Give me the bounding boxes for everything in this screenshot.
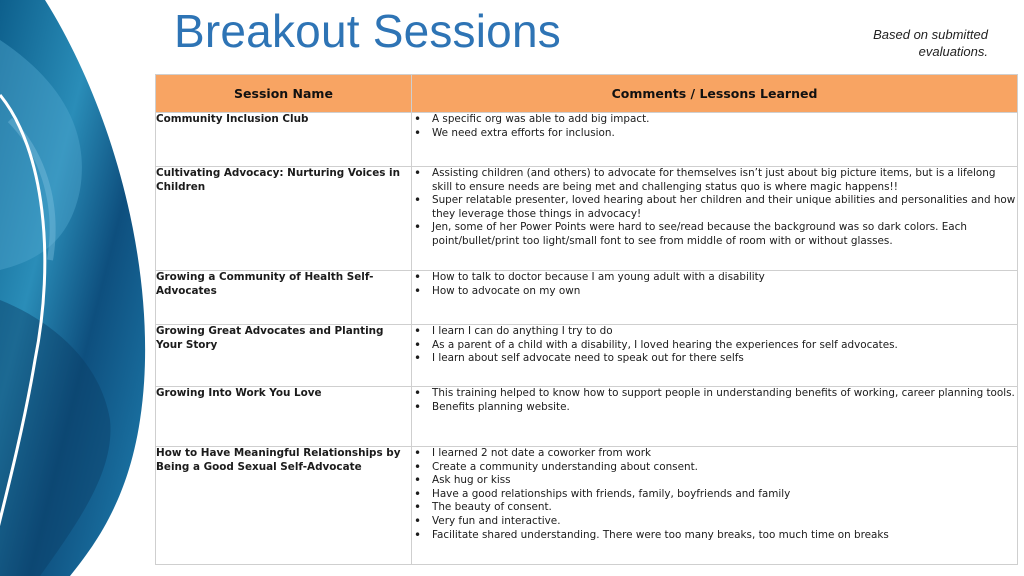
session-comments xyxy=(412,271,1018,325)
comment-item: • Assisting children (and others) to advocate for themselves isn’t just about big picture items, but is a lifelong skill to ensure needs are being met and challenging status quo is where magic happens!! xyxy=(412,167,1017,194)
comment-item: • Ask hug or kiss xyxy=(412,474,1017,488)
source-note xyxy=(788,26,988,60)
comment-item: • How to advocate on my own xyxy=(412,285,1017,299)
comment-item: • How to talk to doctor because I am young adult with a disability xyxy=(412,271,1017,285)
session-comments xyxy=(412,447,1018,565)
table-row xyxy=(156,271,1018,325)
comment-item: • Super relatable presenter, loved hearing about her children and their unique abilities and personalities and how they leverage those things in advocacy! xyxy=(412,194,1017,221)
page-title: Breakout Sessions xyxy=(174,5,561,57)
table-row xyxy=(156,447,1018,565)
session-comments xyxy=(412,387,1018,447)
session-name: Growing Great Advocates and Planting Your Story xyxy=(156,325,412,387)
column-header-comments: Comments / Lessons Learned xyxy=(412,75,1018,113)
comment-item: • Benefits planning website. xyxy=(412,401,1017,415)
comment-item: • I learned 2 not date a coworker from work xyxy=(412,447,1017,461)
comment-item: • We need extra efforts for inclusion. xyxy=(412,127,1017,141)
comment-item: • I learn about self advocate need to speak out for there selfs xyxy=(412,352,1017,366)
comment-item: • The beauty of consent. xyxy=(412,501,1017,515)
comment-item: • Facilitate shared understanding. There were too many breaks, too much time on breaks xyxy=(412,529,1017,543)
session-comments xyxy=(412,113,1018,167)
comment-item: • Jen, some of her Power Points were hard to see/read because the background was so dark colors. Each point/bullet/print too light/small font to see from middle of room with or without glasses. xyxy=(412,221,1017,248)
table-row xyxy=(156,387,1018,447)
comment-item: • As a parent of a child with a disability, I loved hearing the experiences for self advocates. xyxy=(412,339,1017,353)
comment-item: • Have a good relationships with friends, family, boyfriends and family xyxy=(412,488,1017,502)
table-row xyxy=(156,325,1018,387)
comment-item: • I learn I can do anything I try to do xyxy=(412,325,1017,339)
comment-item: • A specific org was able to add big impact. xyxy=(412,113,1017,127)
column-header-session-name: Session Name xyxy=(156,75,412,113)
session-comments xyxy=(412,325,1018,387)
comment-item: • Very fun and interactive. xyxy=(412,515,1017,529)
sessions-table xyxy=(155,74,1018,565)
session-name: How to Have Meaningful Relationships by Being a Good Sexual Self-Advocate xyxy=(156,447,412,565)
source-note-line: evaluations. xyxy=(918,44,988,59)
session-name: Community Inclusion Club xyxy=(156,113,412,167)
session-name: Growing a Community of Health Self-Advocates xyxy=(156,271,412,325)
session-comments xyxy=(412,167,1018,271)
comment-item: • This training helped to know how to support people in understanding benefits of working, career planning tools. xyxy=(412,387,1017,401)
comment-item: • Create a community understanding about consent. xyxy=(412,461,1017,475)
decorative-watercolor-arc xyxy=(0,0,160,576)
session-name: Growing Into Work You Love xyxy=(156,387,412,447)
table-row xyxy=(156,113,1018,167)
source-note-line: Based on submitted xyxy=(873,27,988,42)
table-header-row xyxy=(156,75,1018,113)
session-name: Cultivating Advocacy: Nurturing Voices in Children xyxy=(156,167,412,271)
table-row xyxy=(156,167,1018,271)
